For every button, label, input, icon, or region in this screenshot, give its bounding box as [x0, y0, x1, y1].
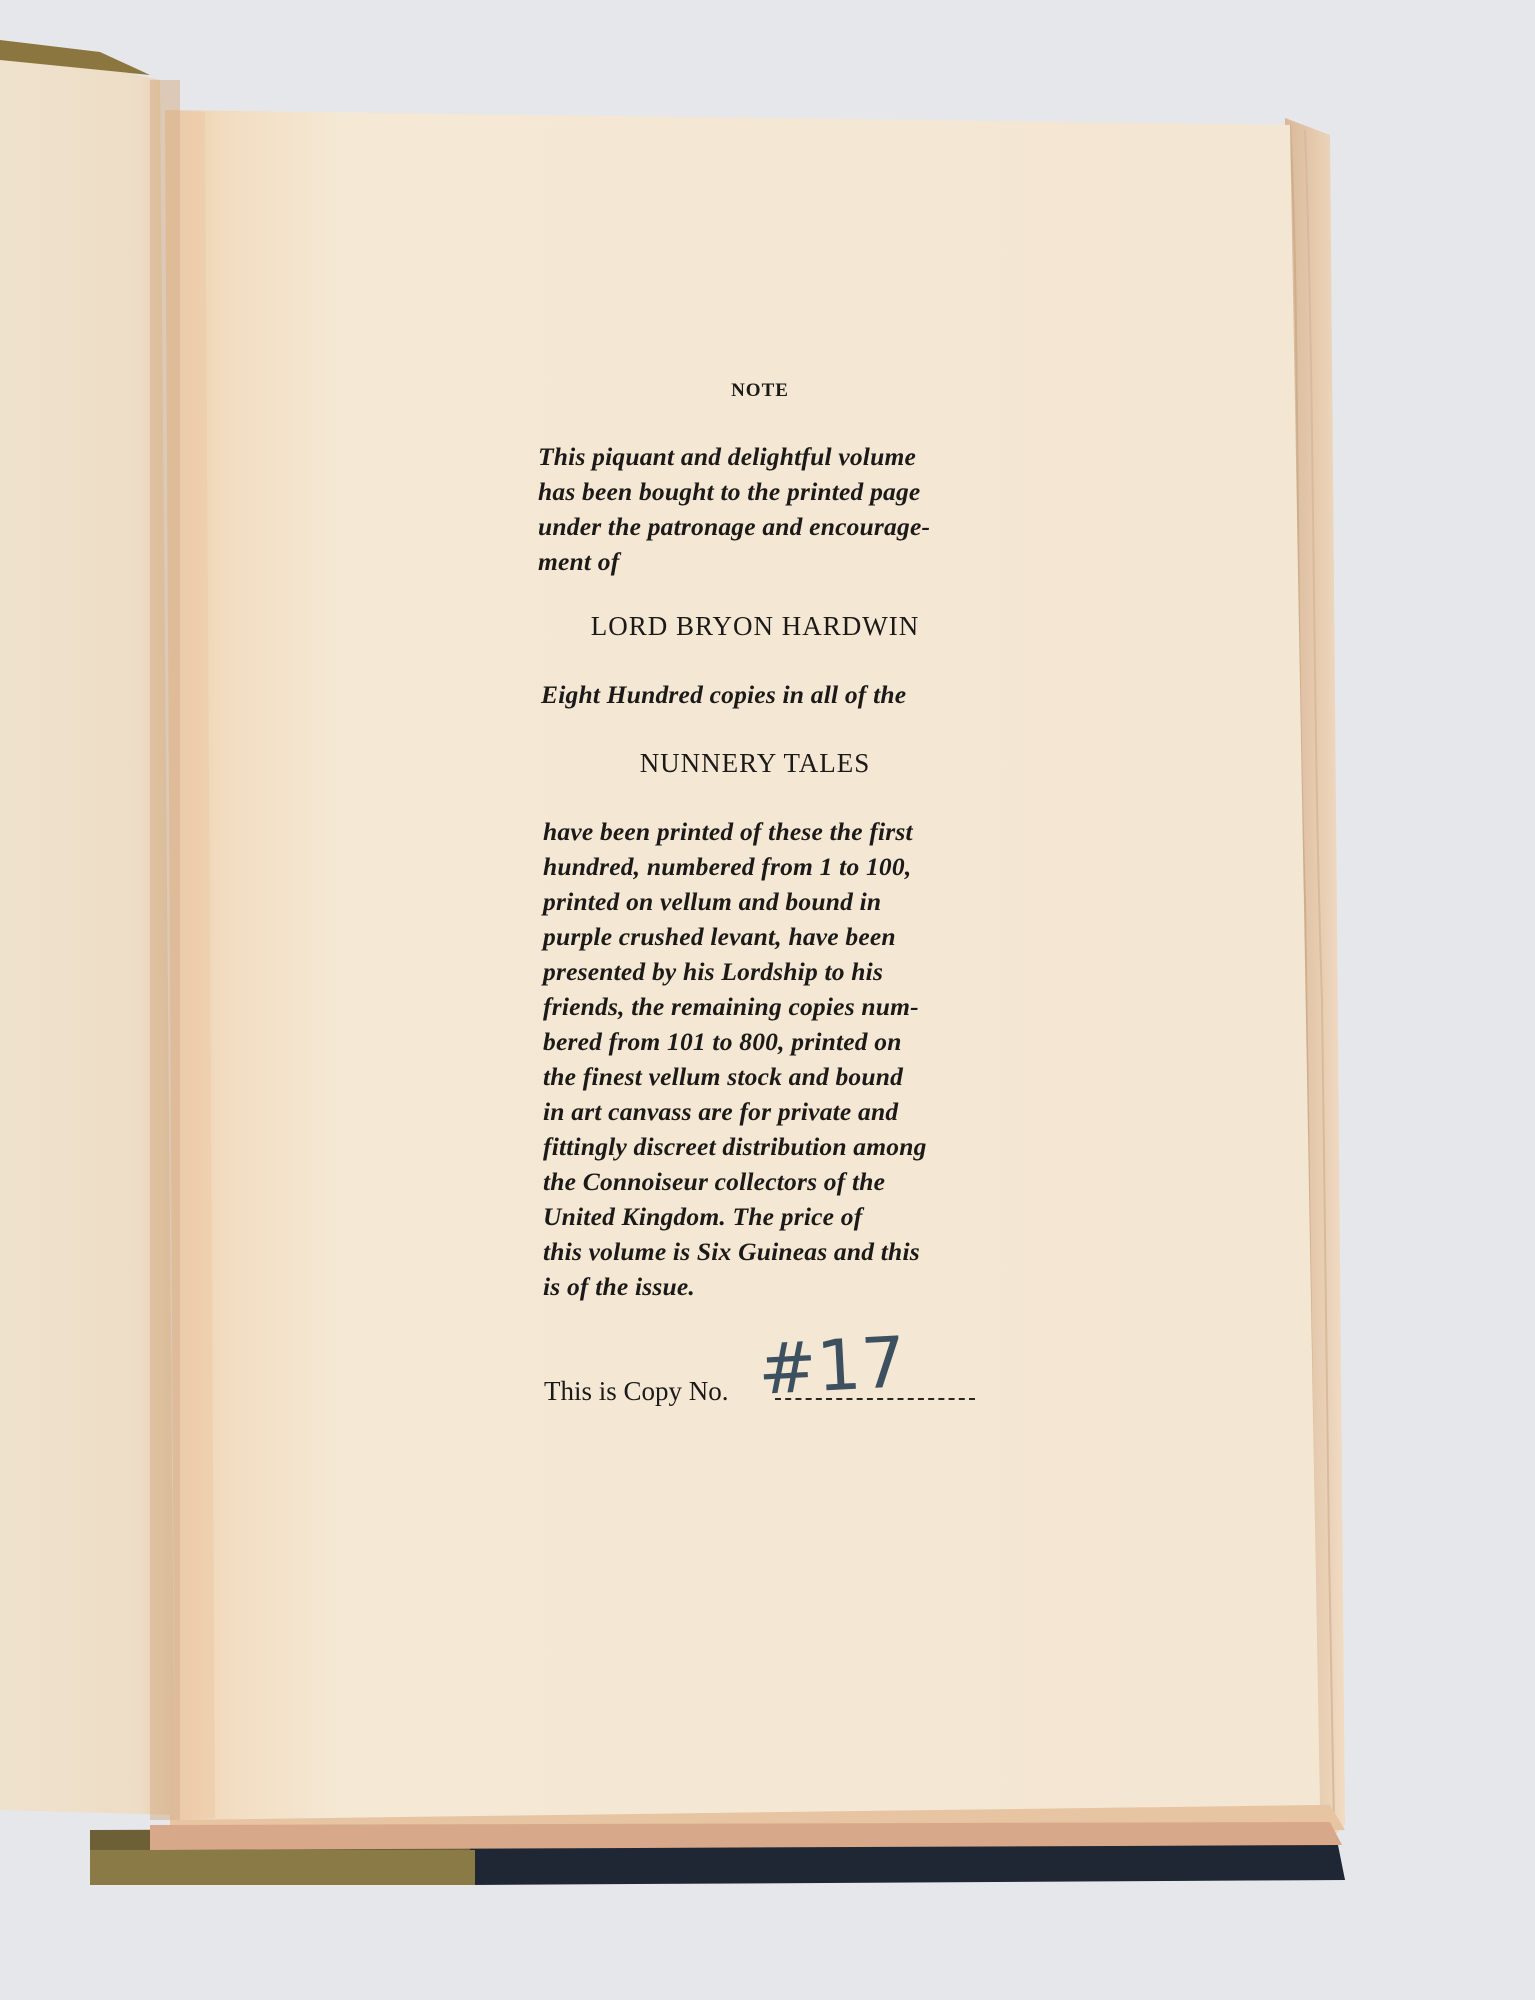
paragraph2-line: the finest vellum stock and bound [543, 1062, 904, 1091]
paragraph2-line: printed on vellum and bound in [543, 887, 882, 916]
paragraph2-line: fittingly discreet distribution among [543, 1132, 927, 1161]
paragraph2-line: hundred, numbered from 1 to 100, [543, 852, 912, 881]
paragraph2-line: the Connoiseur collectors of the [543, 1167, 886, 1196]
paragraph1-line: has been bought to the printed page [538, 477, 921, 506]
paragraph2-line: have been printed of these the first [543, 817, 913, 846]
copies-line: Eight Hundred copies in all of the [541, 680, 907, 709]
paragraph2-line: friends, the remaining copies num- [543, 992, 919, 1021]
paragraph1-line: This piquant and delightful volume [538, 442, 917, 471]
paragraph2-line: bered from 101 to 800, printed on [543, 1027, 902, 1056]
page-title: NOTE [731, 380, 789, 401]
patron-name: LORD BRYON HARDWIN [590, 611, 920, 641]
handwritten-copy-number: #17 [755, 1321, 908, 1411]
paragraph2-line: in art canvass are for private and [543, 1097, 899, 1126]
paragraph2-line: this volume is Six Guineas and this [543, 1237, 920, 1266]
paragraph2-line: presented by his Lordship to his [543, 957, 884, 986]
book-title: NUNNERY TALES [639, 748, 871, 778]
paragraph1-line: under the patronage and encourage- [538, 512, 931, 541]
paragraph2-line: purple crushed levant, have been [543, 922, 896, 951]
copy-number-label: This is Copy No. [544, 1376, 729, 1406]
paragraph1-line: ment of [538, 547, 620, 576]
paragraph2-line: United Kingdom. The price of [543, 1202, 863, 1231]
paragraph2-line: is of the issue. [543, 1272, 695, 1301]
